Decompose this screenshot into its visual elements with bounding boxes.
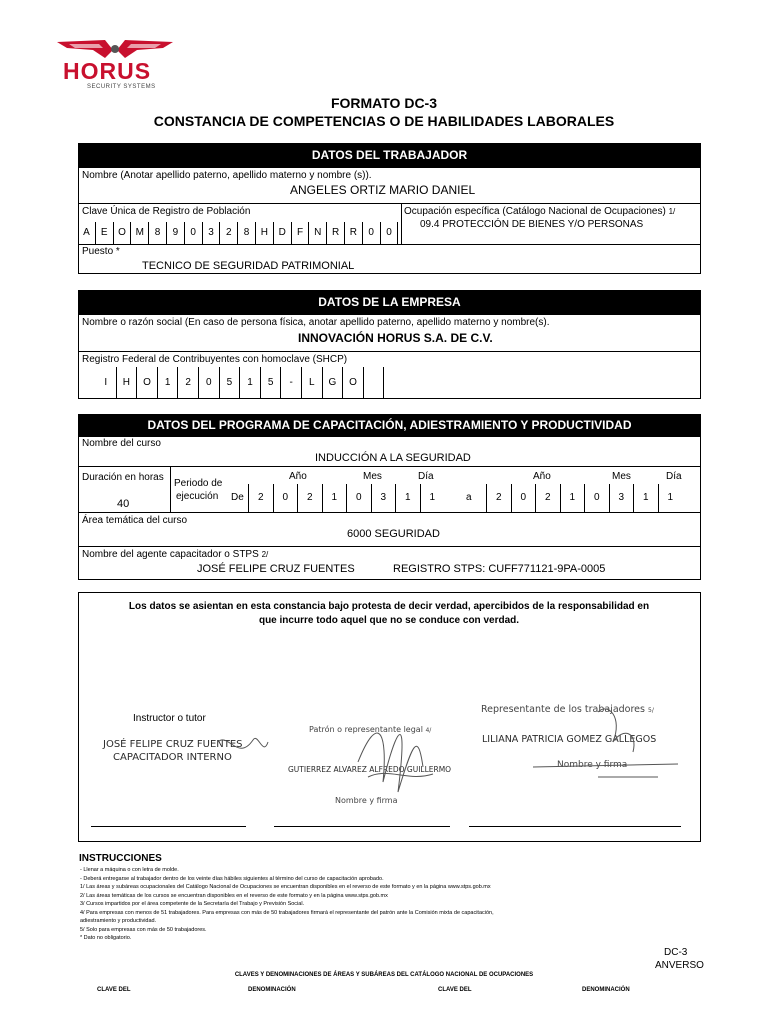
company-logo [55, 36, 175, 96]
fecha-inicio-digit: 1 [420, 484, 445, 512]
instrucciones-title: INSTRUCCIONES [79, 853, 162, 864]
rfc-char: O [137, 367, 158, 399]
fecha-inicio-digit: 1 [322, 484, 347, 512]
curp-char: R [345, 222, 363, 244]
mes-label-2: Mes [612, 471, 631, 482]
instruccion-line: 5/ Solo para empresas con más de 50 trabajadores. [80, 926, 207, 933]
patron-note: 4/ [425, 727, 432, 734]
ocupacion-note: 1/ [668, 207, 676, 216]
ocupacion-label-text: Ocupación específica (Catálogo Nacional de Ocupaciones) [404, 206, 666, 217]
footer-col-3: CLAVE DEL [438, 987, 472, 993]
rfc-char: I [96, 367, 117, 399]
curp-label: Clave Única de Registro de Población [82, 206, 251, 217]
curso-label: Nombre del curso [82, 438, 161, 449]
curp-char: M [131, 222, 149, 244]
fecha-fin-digit: 2 [486, 484, 511, 512]
instructor-nombre: JOSÉ FELIPE CRUZ FUENTES [103, 739, 243, 750]
section-header-trabajador: DATOS DEL TRABAJADOR [78, 143, 701, 167]
duracion-value: 40 [117, 498, 130, 510]
footer-col-4: DENOMINACIÓN [582, 987, 630, 993]
fecha-fin-digit: 0 [511, 484, 536, 512]
sig-line-3 [469, 826, 681, 827]
rfc-char: 1 [240, 367, 261, 399]
curp-char: 8 [238, 222, 256, 244]
rfc-label: Registro Federal de Contribuyentes con homoclave (SHCP) [82, 354, 348, 365]
curp-char: 2 [220, 222, 238, 244]
section-header-empresa: DATOS DE LA EMPRESA [78, 290, 701, 314]
rep-nombre: LILIANA PATRICIA GOMEZ GALLEGOS [482, 734, 657, 745]
rep-firma-label: Nombre y firma [557, 760, 628, 770]
logo-name: HORUS [63, 58, 152, 84]
fecha-fin-digit: 2 [535, 484, 560, 512]
instruccion-line: - Deberá entregarse al trabajador dentro de los veinte días hábiles siguientes al término del curso de capacitación aprobado. [80, 875, 384, 882]
sig-line-2 [274, 826, 450, 827]
agente-label-text: Nombre del agente capacitador o STPS [82, 549, 259, 560]
rfc-char: L [302, 367, 323, 399]
instruccion-line: 2/ Las áreas temáticas de los cursos se encuentran disponibles en el reverso de este formato y en la página www.stps.gob.mx [80, 892, 388, 899]
curp-char: O [114, 222, 132, 244]
fecha-fin-digit: 0 [584, 484, 609, 512]
curp-char: H [256, 222, 274, 244]
fecha-inicio-digit: 2 [248, 484, 273, 512]
dia-label-1: Día [418, 471, 434, 482]
curp-char: R [327, 222, 345, 244]
footer-col-2: DENOMINACIÓN [248, 987, 296, 993]
footer-col-1: CLAVE DEL [97, 987, 131, 993]
instruccion-line: 3/ Cursos impartidos por el área competente de la Secretaría del Trabajo y Previsión Social. [80, 901, 305, 907]
fecha-fin-digit: 1 [658, 484, 683, 512]
rep-label-text: Representante de los trabajadores [481, 704, 645, 715]
rfc-char: 5 [220, 367, 241, 399]
rfc-char: O [343, 367, 364, 399]
razon-value: INNOVACIÓN HORUS S.A. DE C.V. [298, 331, 493, 345]
anio-label-2: Año [533, 471, 551, 482]
rfc-char [364, 367, 385, 399]
periodo-label-1: Periodo de [174, 478, 223, 489]
agente-label [82, 549, 268, 560]
patron-label-text: Patrón o representante legal [309, 725, 423, 734]
instruccion-line: 1/ Las áreas y subáreas ocupacionales del Catálogo Nacional de Ocupaciones se encuentran disponibles en el reverso de este formato y en la página www.stps.gob.mx [80, 884, 491, 890]
registro-value: REGISTRO STPS: CUFF771121-9PA-0005 [393, 563, 606, 575]
ocupacion-label [404, 206, 675, 217]
rfc-char: 1 [158, 367, 179, 399]
instructor-label: Instructor o tutor [133, 713, 206, 724]
rfc-char: 2 [178, 367, 199, 399]
instructor-cargo: CAPACITADOR INTERNO [113, 752, 232, 763]
curp-char: A [78, 222, 96, 244]
curp-char: 9 [167, 222, 185, 244]
curp-char: D [274, 222, 292, 244]
nombre-label: Nombre (Anotar apellido paterno, apellido materno y nombre (s)). [82, 170, 372, 181]
curp-char: 0 [381, 222, 399, 244]
curp-char: 0 [185, 222, 203, 244]
patron-firma-label: Nombre y firma [335, 796, 398, 805]
curp-char: 3 [203, 222, 221, 244]
instruccion-line: 4/ Para empresas con menos de 51 trabajadores. Para empresas con más de 50 trabajadores firmará el representante del patrón ante la Comisión mixta de capacitación, [80, 909, 494, 916]
curp-char: 8 [149, 222, 167, 244]
dia-label-2: Día [666, 471, 682, 482]
curp-char: N [309, 222, 327, 244]
fecha-fin-digit: 3 [609, 484, 634, 512]
rfc-char: - [281, 367, 302, 399]
rfc-char: 0 [199, 367, 220, 399]
instrucciones-list [80, 866, 640, 943]
fecha-fin-digit: 1 [633, 484, 658, 512]
puesto-label: Puesto * [82, 246, 120, 257]
document-title: CONSTANCIA DE COMPETENCIAS O DE HABILIDADES LABORALES [153, 113, 615, 129]
puesto-value: TECNICO DE SEGURIDAD PATRIMONIAL [142, 260, 355, 272]
nombre-value: ANGELES ORTIZ MARIO DANIEL [290, 183, 476, 197]
fecha-inicio-digit: 1 [395, 484, 420, 512]
fecha-inicio-digit: 2 [297, 484, 322, 512]
rfc-char: G [323, 367, 344, 399]
sig-line-1 [91, 826, 246, 827]
a-label: a [466, 492, 472, 503]
mes-label-1: Mes [363, 471, 382, 482]
rep-note: 5/ [648, 707, 654, 714]
anio-label-1: Año [289, 471, 307, 482]
footer-side: ANVERSO [655, 960, 704, 971]
agente-note: 2/ [261, 550, 269, 559]
rfc-char: 5 [261, 367, 282, 399]
curp-char: E [96, 222, 114, 244]
fecha-inicio-digit: 0 [273, 484, 298, 512]
razon-label: Nombre o razón social (En caso de persona física, anotar apellido paterno, apellido materno y nombre(s). [82, 317, 550, 328]
handwritten-signatures [78, 592, 701, 842]
patron-nombre: GUTIERREZ ALVAREZ ALFREDO GUILLERMO [288, 765, 452, 774]
rfc-char: H [117, 367, 138, 399]
fecha-fin-digit: 1 [560, 484, 585, 512]
declaracion-text: Los datos se asientan en esta constancia bajo protesta de decir verdad, apercibidos de la responsabilidad en que incurre todo aquel que no se conduce con verdad. [128, 601, 650, 626]
periodo-label-2: ejecución [176, 491, 219, 502]
curp-char: 0 [363, 222, 381, 244]
instruccion-line: adiestramiento y productividad. [80, 918, 157, 924]
logo-tagline: SECURITY SYSTEMS [87, 84, 156, 90]
instruccion-line: - Llenar a máquina o con letra de molde. [80, 867, 179, 873]
claves-title: CLAVES Y DENOMINACIONES DE ÁREAS Y SUBÁREAS DEL CATÁLOGO NACIONAL DE OCUPACIONES [234, 972, 534, 978]
area-label: Área temática del curso [82, 515, 188, 526]
fecha-inicio-digit: 3 [371, 484, 396, 512]
instruccion-line: * Dato no obligatorio. [80, 935, 132, 941]
de-label: De [231, 492, 244, 503]
format-title: FORMATO DC-3 [330, 95, 438, 111]
duracion-label: Duración en horas [82, 472, 164, 483]
footer-code: DC-3 [664, 947, 688, 958]
section-header-programa: DATOS DEL PROGRAMA DE CAPACITACIÓN, ADIESTRAMIENTO Y PRODUCTIVIDAD [78, 414, 701, 436]
fecha-inicio-digit: 0 [346, 484, 371, 512]
curp-char: F [292, 222, 310, 244]
ocupacion-value: 09.4 PROTECCIÓN DE BIENES Y/O PERSONAS [420, 219, 644, 230]
curso-value: INDUCCIÓN A LA SEGURIDAD [315, 452, 471, 464]
area-value: 6000 SEGURIDAD [347, 528, 440, 540]
agente-value: JOSÉ FELIPE CRUZ FUENTES [197, 563, 355, 575]
